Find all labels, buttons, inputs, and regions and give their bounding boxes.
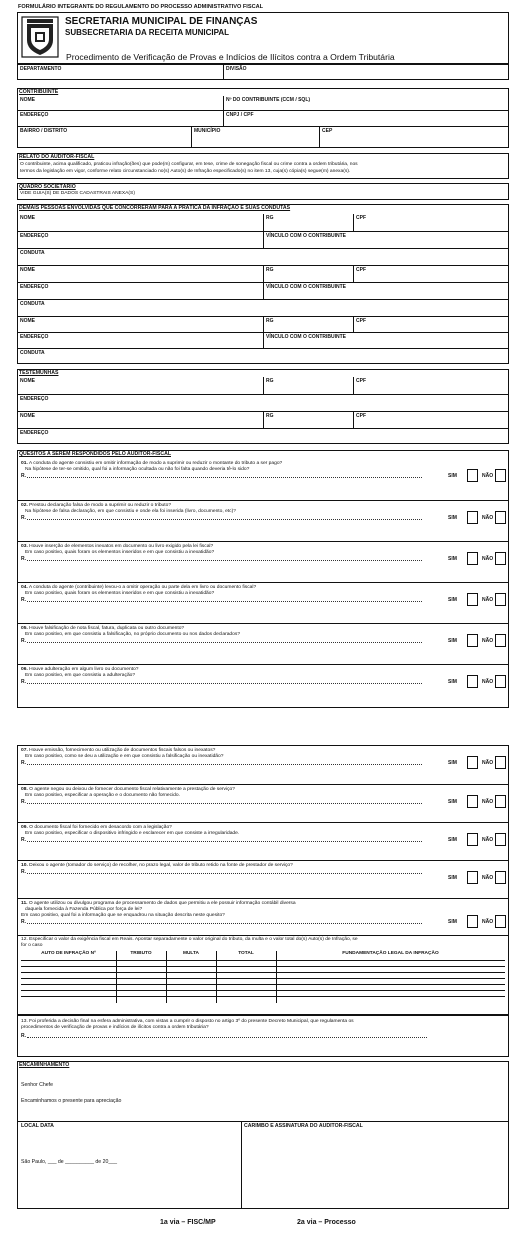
question-number: 10. [21,863,28,868]
question-item [18,860,508,898]
yes-checkbox[interactable] [467,675,478,688]
no-checkbox[interactable] [495,915,506,928]
no-label: NÃO [482,638,494,644]
yes-label: SIM [448,473,457,479]
witness1-rg-field[interactable]: RG [263,377,353,394]
answer-prefix: R. [21,837,26,843]
taxpayer-cep-field[interactable]: CEP [319,126,508,147]
taxpayer-cnpj-field[interactable]: CNPJ / CPF [223,110,508,126]
no-label: NÃO [482,556,494,562]
answer-prefix: R. [21,760,26,766]
question-answer-line[interactable] [21,597,26,603]
question-label: A conduta do agente consistiu em omitir informação de modo a suprimir ou reduzir o montante do tributo a ser pago? [28,461,283,466]
question-label: O agente utilizou ou divulgou programa de processamento de dados que permitiu a ele possuir informação contábil diversa [28,901,296,906]
question-answer-line[interactable] [21,760,26,766]
question-item [18,822,508,860]
division-field[interactable]: DIVISÃO [223,65,508,79]
question-answer-line[interactable] [21,679,26,685]
yes-label: SIM [448,556,457,562]
question-subtext: Em caso positivo, especificar a operação e o documento não fornecido. [25,793,180,798]
question-number: 06. [21,667,28,672]
no-checkbox[interactable] [495,593,506,606]
auditor-report-section [17,153,509,179]
person2-name-field[interactable]: NOME [18,265,263,282]
taxpayer-district-field[interactable]: BAIRRO / DISTRITO [18,126,191,147]
no-label: NÃO [482,919,494,925]
form-header [17,12,509,64]
witness2-address-field[interactable]: ENDEREÇO [18,428,508,443]
person1-cpf-field[interactable]: CPF [353,214,508,231]
witness1-name-field[interactable]: NOME [20,378,35,384]
question-subtext: Em caso positivo, quais foram os elementos inseridos e em que consistiu a inexatidão? [25,591,215,596]
page-title: SECRETARIA MUNICIPAL DE FINANÇAS [65,16,258,27]
witnesses-heading: TESTEMUNHAS [19,370,59,376]
question-subtext-2: Em caso positivo, qual foi a informação que se enquadrou na situação descrita neste quesito? [21,913,225,918]
item13-answer[interactable] [21,1033,26,1039]
question-item [18,746,508,784]
question-answer-line[interactable] [21,869,26,875]
person1-conduct-field[interactable]: CONDUTA [18,248,508,265]
question-item [18,459,508,500]
local-date-label: LOCAL DATA [21,1123,54,1129]
yes-checkbox[interactable] [467,915,478,928]
question-label: Deixou o agente (tomador do serviço) de recolher, no prazo legal, valor de tributo retido na fonte de prestador de serviço? [29,863,293,868]
no-label: NÃO [482,875,494,881]
department-section [17,64,509,80]
corporate-board-heading: QUADRO SOCIETÁRIO [19,184,76,190]
taxpayer-city-field[interactable]: MUNICÍPIO [191,126,319,147]
yes-label: SIM [448,597,457,603]
yes-checkbox[interactable] [467,871,478,884]
question-answer-line[interactable] [21,799,26,805]
question-number: 03. [21,544,28,549]
no-checkbox[interactable] [495,552,506,565]
auditor-report-text-2: termos da legislação em vigor, conforme relato circunstanciado no(s) Auto(s) de Infração especificado(s) no item 13, cuja(s) cópia(s) segue(m) anexa(s). [20,169,351,174]
question-number: 04. [21,585,28,590]
taxpayer-address-field[interactable]: ENDEREÇO [18,110,223,126]
auditor-report-text-1: O contribuinte, acima qualificado, praticou infração(ões) que pode(m) configurar, em tese, crime de sonegação fiscal ou crime contra a ordem tributária, nos [20,162,358,167]
person3-cpf-field[interactable]: CPF [353,316,508,332]
infraction-table [21,951,505,1003]
question-subtext: Em caso positivo, quais foram os elementos inseridos e em que consistiu a inexatidão? [25,550,215,555]
procedure-title: Procedimento de Verificação de Provas e Indícios de Ilícitos contra a Ordem Tributária [66,52,395,62]
answer-prefix: R. [21,679,26,685]
forwarding-greeting: Senhor Chefe [21,1082,54,1088]
question-subtext: Em caso positivo, em que consistiu a adulteração? [25,673,136,678]
yes-checkbox[interactable] [467,833,478,846]
no-label: NÃO [482,597,494,603]
question-label: Houve emissão, fornecimento ou utilização de documentos fiscais falsos ou inexatos? [29,748,216,753]
witness2-cpf-field[interactable]: CPF [353,411,508,428]
question-subtext: Em caso positivo, especificar o dispositivo infringido e esclarecer em que consiste a irregularidade. [25,831,240,836]
question-item [18,582,508,623]
person2-rg-field[interactable]: RG [263,265,353,282]
yes-label: SIM [448,760,457,766]
question-subtext: daquela fornecida à Fazenda Pública por força de lei? [25,907,143,912]
forwarding-text: Encaminhamos o presente para apreciação [21,1098,122,1104]
other-persons-section [17,204,509,364]
question-number: 01. [21,461,28,466]
person3-rg-field[interactable]: RG [263,316,353,332]
stamp-signature-label: CARIMBO E ASSINATURA DO AUDITOR-FISCAL [244,1123,363,1129]
item13-section [17,1015,509,1057]
person3-link-field[interactable]: VÍNCULO COM O CONTRIBUINTE [263,332,508,348]
footer-second-copy: 2a via – Processo [297,1219,356,1226]
no-checkbox[interactable] [495,871,506,884]
no-label: NÃO [482,473,494,479]
no-checkbox[interactable] [495,675,506,688]
no-checkbox[interactable] [495,795,506,808]
no-checkbox[interactable] [495,469,506,482]
question-subtext: Em caso positivo, em que consistiu a falsificação, no próprio documento ou nos dados declarados? [25,632,241,637]
yes-label: SIM [448,799,457,805]
question-item [18,541,508,582]
person2-cpf-field[interactable]: CPF [353,265,508,282]
yes-label: SIM [448,875,457,881]
question-answer-line[interactable] [21,638,26,644]
no-label: NÃO [482,837,494,843]
yes-label: SIM [448,515,457,521]
table-header-cell: FUNDAMENTAÇÃO LEGAL DA INFRAÇÃO [342,951,439,956]
question-subtext: Na hipótese de falsa declaração, em que consistiu e onde ela foi inserida (livro, documento, etc)? [25,509,236,514]
table-row[interactable] [21,960,505,961]
item13-text-1: 13. Foi proferida a decisão final na esfera administrativa, com vistas a cumprir o disposto no artigo 3º do presente Decreto Municipal, que regulamenta os [21,1019,354,1024]
no-checkbox[interactable] [495,634,506,647]
answer-prefix: R. [21,556,26,562]
question-label: A conduta do agente (contribuinte) levou-o a omitir operação ou parte dela em livro ou documento fiscal? [28,585,257,590]
footer-first-copy: 1a via – FISC/MP [160,1219,216,1226]
yes-label: SIM [448,919,457,925]
table-row[interactable] [21,972,505,973]
person3-address-field[interactable]: ENDEREÇO [18,332,263,348]
answer-prefix: R. [21,799,26,805]
person2-conduct-field[interactable]: CONDUTA [18,299,508,316]
item12-text-2: for o caso [21,943,43,948]
person2-address-field[interactable]: ENDEREÇO [18,282,263,299]
corporate-board-section [17,183,509,200]
taxpayer-heading: CONTRIBUINTE [19,89,59,95]
answer-prefix: R. [21,1033,26,1039]
answer-prefix: R. [21,473,26,479]
question-label: Prestou declaração falsa de modo a suprimir ou reduzir o tributo? [29,503,172,508]
no-label: NÃO [482,760,494,766]
question-label: O documento fiscal foi fornecido em desacordo com a legislação? [29,825,172,830]
witness1-cpf-field[interactable]: CPF [353,377,508,394]
yes-label: SIM [448,679,457,685]
yes-checkbox[interactable] [467,634,478,647]
questions-heading: QUESITOS A SEREM RESPONDIDOS PELO AUDITOR-FISCAL [19,451,171,457]
forwarding-section [17,1061,509,1209]
question-item [18,623,508,664]
taxpayer-name-field[interactable]: NOME [20,97,35,103]
table-header-cell: AUTO DE INFRAÇÃO Nº [41,951,96,956]
yes-checkbox[interactable] [467,756,478,769]
forwarding-heading: ENCAMINHAMENTO [19,1062,70,1068]
no-checkbox[interactable] [495,833,506,846]
person1-link-field[interactable]: VÍNCULO COM O CONTRIBUINTE [263,231,508,248]
question-item [18,784,508,822]
no-checkbox[interactable] [495,756,506,769]
yes-checkbox[interactable] [467,511,478,524]
taxpayer-number-field[interactable]: Nº DO CONTRIBUINTE (CCM / SQL) [223,96,508,110]
person1-rg-field[interactable]: RG [263,214,353,231]
form-top-label: FORMULÁRIO INTEGRANTE DO REGULAMENTO DO PROCESSO ADMINISTRATIVO FISCAL [18,4,264,10]
department-field[interactable]: DEPARTAMENTO [20,66,62,72]
person3-name-field[interactable]: NOME [18,316,263,332]
question-text [21,863,293,869]
answer-prefix: R. [21,597,26,603]
other-persons-heading: DEMAIS PESSOAS ENVOLVIDAS QUE CONCORRERAM PARA A PRÁTICA DA INFRAÇÃO E SUAS CONDUTAS [19,205,291,211]
yes-checkbox[interactable] [467,552,478,565]
question-item [18,500,508,541]
date-line[interactable]: São Paulo, ___ de __________ de 20___ [21,1159,118,1165]
question-subtext: Na hipótese de ter-se omitido, qual foi a informação ocultada ou não foi falta quando deveria tê-lo sido? [25,467,250,472]
question-answer-line[interactable] [21,556,26,562]
item13-text-2: procedimentos de verificação de provas e indícios de ilícitos contra a ordem tributária? [21,1025,209,1030]
yes-label: SIM [448,638,457,644]
person2-link-field[interactable]: VÍNCULO COM O CONTRIBUINTE [263,282,508,299]
no-checkbox[interactable] [495,511,506,524]
city-seal-icon [21,16,59,58]
person3-conduct-field[interactable]: CONDUTA [18,348,508,363]
question-item [18,898,508,935]
questions-section-1 [17,450,509,708]
no-label: NÃO [482,515,494,521]
auditor-report-heading: RELATO DO AUDITOR-FISCAL [19,154,95,160]
table-row[interactable] [21,984,505,985]
table-row[interactable] [21,996,505,997]
question-label: Houve falsificação de nota fiscal, fatura, duplicata ou outro documento? [29,626,185,631]
question-number: 09. [21,825,28,830]
person1-name-field[interactable]: NOME [20,215,35,221]
question-label: O agente negou ou deixou de fornecer documento fiscal relativamente a prestação de serviço? [29,787,235,792]
question-number: 05. [21,626,28,631]
answer-prefix: R. [21,869,26,875]
page-subtitle: SUBSECRETARIA DA RECEITA MUNICIPAL [65,28,229,37]
question-answer-line[interactable] [21,837,26,843]
question-number: 02. [21,503,28,508]
table-header-cell: TOTAL [238,951,254,956]
table-row[interactable] [21,978,505,979]
questions-section-2 [17,745,509,1015]
yes-checkbox[interactable] [467,593,478,606]
no-label: NÃO [482,799,494,805]
yes-label: SIM [448,837,457,843]
corporate-board-text: VIDE GUIA(S) DE DADOS CADASTRAIS ANEXA(S) [20,191,135,196]
table-header-cell: TRIBUTO [130,951,152,956]
witness2-name-field[interactable]: NOME [18,411,263,428]
question-label: Houve inserção de elementos inexatos em documento ou livro exigido pela lei fiscal? [29,544,214,549]
item12-text-1: 12. Especificar o valor da exigência fiscal em Reais. Apontar separadamente o valor original do tributo, da multa e o valor total do(s) Auto(s) de Infração, se [21,937,358,942]
question-subtext: Em caso positivo, como se deu a utilização e em que consistiu a falsificação ou inexatidão? [25,754,224,759]
question-number: 07. [21,748,28,753]
witness1-address-field[interactable]: ENDEREÇO [18,394,508,411]
question-item [18,664,508,705]
table-row[interactable] [21,990,505,991]
witnesses-section [17,369,509,444]
taxpayer-section [17,88,509,148]
question-label: Houve adulteração em algum livro ou documento? [29,667,139,672]
answer-prefix: R. [21,919,26,925]
answer-prefix: R. [21,638,26,644]
witness2-rg-field[interactable]: RG [263,411,353,428]
person1-address-field[interactable]: ENDEREÇO [18,231,263,248]
table-row[interactable] [21,966,505,967]
table-header-cell: MULTA [182,951,200,956]
question-answer-line[interactable] [21,515,26,521]
question-answer-line[interactable] [21,473,26,479]
no-label: NÃO [482,679,494,685]
answer-prefix: R. [21,515,26,521]
yes-checkbox[interactable] [467,795,478,808]
question-number: 08. [21,787,28,792]
yes-checkbox[interactable] [467,469,478,482]
question-answer-line[interactable] [21,919,26,925]
question-number: 11. [21,901,28,906]
